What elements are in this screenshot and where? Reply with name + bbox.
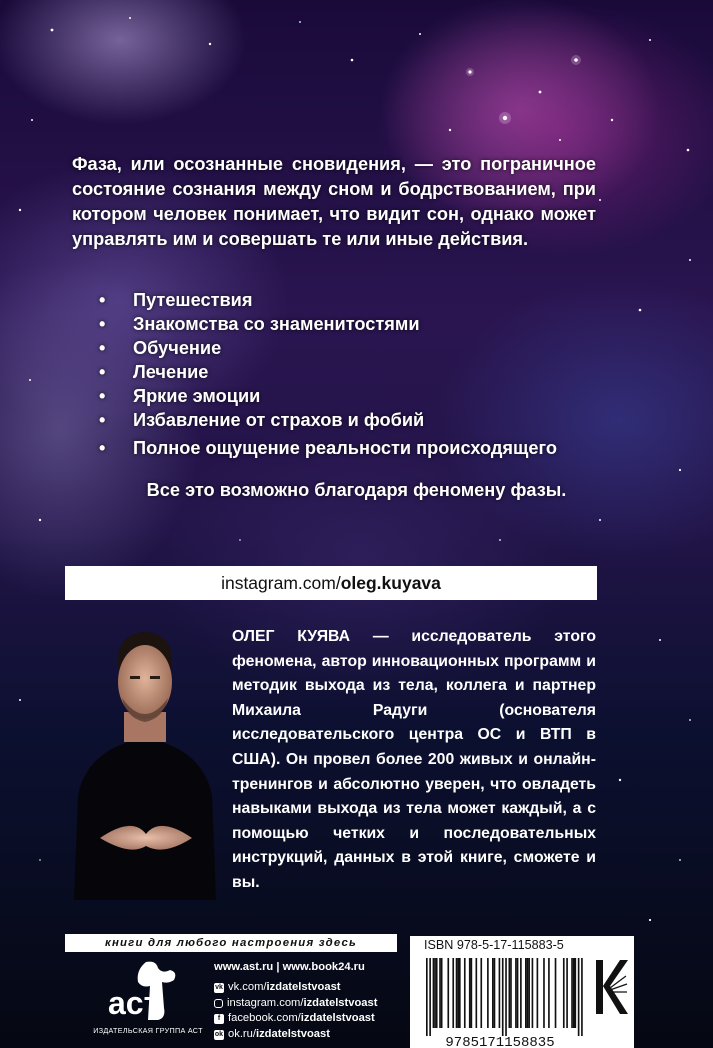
- list-item: • Знакомства со знаменитостями: [95, 312, 557, 336]
- publisher-caption: ИЗДАТЕЛЬСКАЯ ГРУППА АСТ: [93, 1026, 203, 1035]
- vk-icon: vk: [215, 983, 223, 991]
- ast-logo-text: аст: [108, 985, 160, 1021]
- odnoklassniki-icon: ok: [214, 1030, 224, 1038]
- author-portrait: [60, 620, 230, 900]
- barcode-bar: [499, 958, 501, 1028]
- list-item: • Лечение: [95, 360, 557, 384]
- barcode-bar: [578, 958, 580, 1036]
- barcode-bar: [571, 958, 573, 1028]
- tagline-bar: книги для любого настроения здесь: [65, 934, 397, 952]
- barcode-bar: [543, 958, 545, 1028]
- author-bio-text: — исследователь этого феномена, автор инновационных программ и методик выхода из тела, коллега и партнер Михаила Радуги (основателя исследовательского центра ОС и ВТП в США). Он провел более 200 живых и онлайн-тренингов и абсолютно уверен, что овладеть навыками выхода из тела может каждый, а с помощью четких и последовательных инструкций, данных в этой книге, сможете и вы.: [232, 628, 596, 891]
- barcode-bar: [457, 958, 459, 1028]
- barcode-bar: [502, 958, 504, 1036]
- barcode-digits: 9785171158835: [445, 1035, 555, 1048]
- instagram-handle: oleg.kuyava: [340, 573, 441, 593]
- barcode-bar: [494, 958, 496, 1028]
- publisher-social-links: [214, 980, 377, 1042]
- barcode-bar: [439, 958, 441, 1028]
- publisher-sites[interactable]: www.ast.ru | www.book24.ru: [214, 961, 365, 973]
- closing-line: Все это возможно благодаря феномену фазы.: [146, 480, 567, 500]
- barcode-bar: [548, 958, 550, 1028]
- barcode-bar: [436, 958, 438, 1028]
- barcode-bar: [429, 958, 431, 1036]
- barcode-bar: [527, 958, 529, 1028]
- barcode-bar: [509, 958, 511, 1028]
- social-link-instagram[interactable]: instagram.com/ izdatelstvoast: [214, 996, 377, 1012]
- barcode-bar: [525, 958, 527, 1028]
- feature-list: [95, 288, 557, 460]
- barcode-bar: [555, 958, 557, 1028]
- list-item: • Полное ощущение реальности происходящего: [95, 436, 557, 460]
- barcode-bar: [517, 958, 519, 1028]
- barcode-bar: [537, 958, 539, 1028]
- author-name: ОЛЕГ КУЯВА: [232, 628, 351, 645]
- list-item: • Яркие эмоции: [95, 384, 557, 408]
- isbn-text: ISBN 978-5-17-115883-5: [424, 938, 564, 952]
- barcode-bar: [441, 958, 443, 1028]
- barcode-bar: [510, 958, 512, 1028]
- barcode-bar: [581, 958, 583, 1036]
- barcode-bar: [566, 958, 568, 1028]
- facebook-icon: f: [214, 1014, 224, 1024]
- barcode-bar: [469, 958, 471, 1028]
- isbn-barcode: [414, 956, 586, 1048]
- social-link-ok[interactable]: ok ok.ru/ izdatelstvoast: [214, 1027, 330, 1040]
- barcode-bar: [528, 958, 530, 1028]
- author-bio: [232, 625, 596, 896]
- publisher-k-mark: [590, 956, 630, 1020]
- barcode-bar: [505, 958, 507, 1036]
- barcode-bar: [434, 958, 436, 1028]
- instagram-icon: [214, 999, 223, 1008]
- barcode-bar: [575, 958, 577, 1028]
- intro-paragraph: Фаза, или осознанные сновидения, — это пограничное состояние сознания между сном и бодрствованием, при котором человек понимает, что видит сон, однако может управлять им и совершать те или иные действия.: [72, 154, 596, 249]
- barcode-bar: [447, 958, 449, 1028]
- list-item: • Избавление от страхов и фобий: [95, 408, 557, 432]
- barcode-bar: [471, 958, 473, 1028]
- social-link-vk[interactable]: vk vk.com/ izdatelstvoast: [215, 981, 341, 993]
- barcode-bar: [573, 958, 575, 1028]
- barcode-bar: [426, 958, 428, 1036]
- barcode-bar: [563, 958, 565, 1028]
- barcode-bar: [459, 958, 461, 1028]
- barcode-bar: [532, 958, 534, 1028]
- barcode-bar: [452, 958, 454, 1028]
- barcode-bar: [487, 958, 489, 1028]
- instagram-prefix: instagram.com/: [221, 573, 341, 593]
- ast-logo: [90, 958, 200, 1030]
- barcode-panel: [410, 936, 634, 1048]
- list-item: • Обучение: [95, 336, 557, 360]
- list-item: • Путешествия: [95, 288, 557, 312]
- barcode-bar: [480, 958, 482, 1028]
- social-link-facebook[interactable]: f facebook.com/ izdatelstvoast: [214, 1011, 377, 1027]
- barcode-bar: [476, 958, 478, 1028]
- barcode-bar: [492, 958, 494, 1028]
- barcode-bar: [433, 958, 435, 1028]
- barcode-bar: [515, 958, 517, 1028]
- barcode-bar: [464, 958, 466, 1028]
- barcode-bar: [520, 958, 522, 1028]
- barcode-bar: [456, 958, 458, 1028]
- author-instagram-bar[interactable]: [65, 566, 597, 600]
